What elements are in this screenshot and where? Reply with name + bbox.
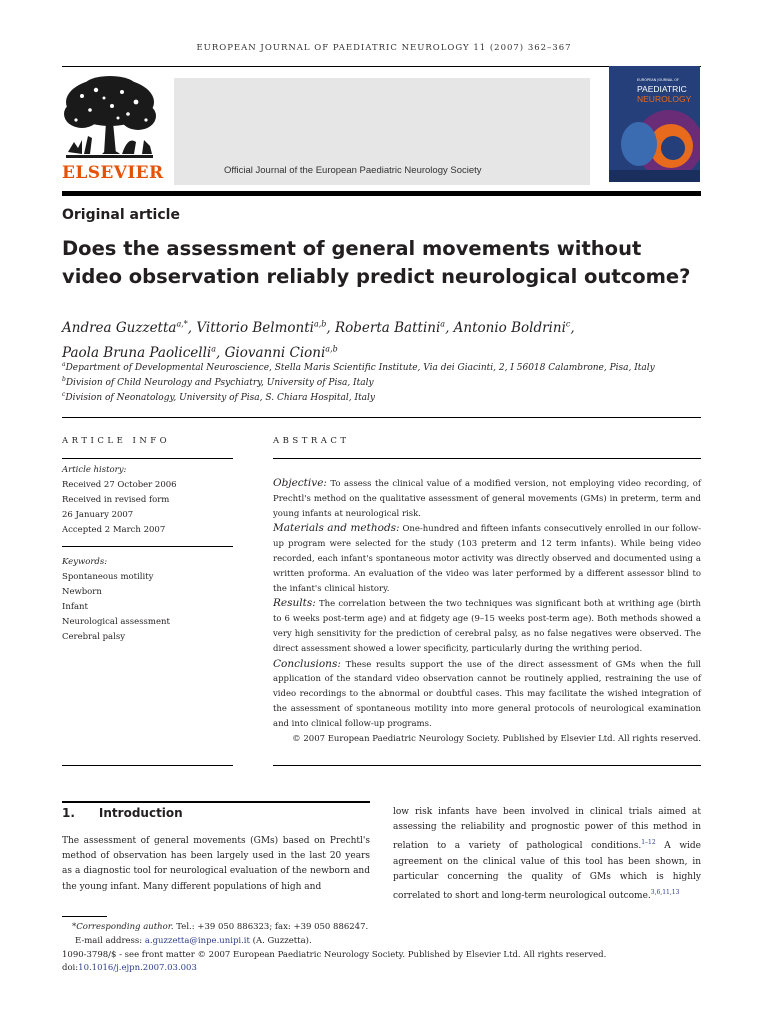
cover-line-1: EUROPEAN JOURNAL OF: [637, 78, 680, 82]
author: Giovanni Cioni$^{a,b}$: [224, 344, 338, 361]
corresponding-author-note: *Corresponding author. Tel.: +39 050 886323; fax: +39 050 886247.: [72, 922, 369, 932]
issn-line: 1090-3798/$ - see front matter © 2007 European Paediatric Neurology Society. Published by Elsevier Ltd. All rights reserved.: [62, 950, 607, 960]
article-info-heading: ARTICLE INFO: [62, 436, 171, 446]
author: Roberta Battini$^a$,: [335, 319, 454, 336]
cover-line-3: NEUROLOGY: [637, 94, 692, 104]
author: Vittorio Belmonti$^{a,b}$,: [196, 319, 335, 336]
intro-heading: [62, 806, 183, 820]
article-type: Original article: [62, 207, 180, 223]
journal-reference: EUROPEAN JOURNAL OF PAEDIATRIC NEUROLOGY 11 (2007) 362–367: [196, 43, 572, 53]
copyright: © 2007 European Paediatric Neurology Society. Published by Elsevier Ltd. All rights reserved.: [292, 733, 701, 744]
author: Paola Bruna Paolicelli$^a$,: [62, 344, 225, 361]
abstract-heading: ABSTRACT: [273, 436, 350, 446]
objective-text: To assess the clinical value of a modified version, not employing video recording, of Prechtl's method on the qualitative assessment of general movements (GMs) in preterm, term and young infants at neurological risk.: [273, 479, 701, 519]
results-text: The correlation between the two techniques was significant both at writhing age (birth to 6 weeks post-term age) and at fidgety age (9–15 weeks post-term age). Both methods showed a very high sensitivity for the prediction of cerebral palsy, as no false negatives were observed. The direct assessment showed a lower specificity, particularly during the writhing period.: [273, 599, 701, 654]
keyword: Infant: [62, 602, 88, 612]
history-item: Received 27 October 2006: [62, 480, 177, 490]
intro-right-column: low risk infants have been involved in clinical trials aimed at assessing the reliability and prognostic power of this method in relation to a variety of pathological conditions.$^{1-12}$ A wide agreement on the clinical value of this tool has been shown, in particular concerning the quality of GMs which is highly correlated to short and long-term neurological outcome.$^{3,6,11,13}$: [393, 807, 702, 902]
keywords-rule: [62, 546, 233, 547]
article-info-bottom-rule: [62, 765, 233, 766]
conclusions-text: These results support the use of the direct assessment of GMs when the full application of the standard video observation cannot be routinely applied, restraining the use of video recordings to the abnormal or doubtful cases. This may facilitate the wished integration of the assessment of spontaneous motility into more general protocols of neurological examination and into clinical follow-up programs.: [273, 659, 702, 729]
elsevier-wordmark: ELSEVIER: [62, 163, 164, 183]
history-item: Accepted 2 March 2007: [62, 525, 166, 535]
citation-link[interactable]: 1–12: [641, 839, 656, 847]
intro-title: Introduction: [98, 806, 183, 820]
keyword: Cerebral palsy: [62, 632, 126, 642]
intro-number: 1.: [62, 806, 75, 820]
abstract-body: [273, 476, 701, 746]
email-link[interactable]: a.guzzetta@inpe.unipi.it: [144, 936, 250, 946]
abstract-bottom-rule: [273, 765, 701, 766]
affiliation: $^a$Department of Developmental Neuroscience, Stella Maris Scientific Institute, Via dei Giacinti, 2, I 56018 Calambrone, Pisa, Italy: [62, 361, 655, 373]
header-bottom-rule: [62, 191, 701, 196]
affiliation: $^b$Division of Child Neurology and Psychiatry, University of Pisa, Italy: [62, 376, 374, 388]
objective-label: Objective:: [273, 477, 327, 489]
citation-link[interactable]: 3,6,11,13: [650, 889, 680, 897]
intro-left-column: The assessment of general movements (GMs) based on Prechtl's method of observation has been largely used in the last 20 years as a diagnostic tool for neurological evaluation of the newborn and the young infant. Many different populations of high and: [62, 836, 370, 892]
intro-rule: [62, 801, 370, 803]
keyword: Newborn: [62, 587, 102, 597]
keywords-label: Keywords:: [62, 557, 108, 567]
article-info-rule: [62, 458, 233, 459]
email-note: E-mail address: a.guzzetta@inpe.unipi.it (A. Guzzetta).: [75, 936, 312, 946]
doi-link[interactable]: 10.1016/j.ejpn.2007.03.003: [78, 963, 197, 973]
history-item: Received in revised form: [62, 495, 170, 505]
elsevier-tree-logo: [62, 76, 157, 162]
results-label: Results:: [273, 597, 316, 610]
author: Antonio Boldrini$^c$,: [453, 319, 575, 336]
affiliation: $^c$Division of Neonatology, University of Pisa, S. Chiara Hospital, Italy: [62, 391, 376, 403]
header-top-rule: [62, 66, 701, 67]
author: Andrea Guzzetta$^{a,*}$,: [62, 319, 197, 336]
journal-cover: [609, 66, 700, 182]
doi-line: doi:10.1016/j.ejpn.2007.03.003: [62, 963, 197, 973]
conclusions-label: Conclusions:: [273, 657, 341, 670]
methods-label: Materials and methods:: [273, 522, 400, 535]
keyword: Neurological assessment: [62, 617, 170, 627]
keyword: Spontaneous motility: [62, 572, 154, 582]
affiliation-rule: [62, 417, 701, 418]
article-title: Does the assessment of general movements without video observation reliably predict neurological outcome?: [62, 237, 691, 288]
methods-text: One-hundred and fifteen infants consecutively enrolled in our follow-up program were selected for the study (103 preterm and 12 term infants). While being video recorded, each infant's spontaneous motor activity was directly observed and documented using a written proforma. An evaluation of the video was later performed by a different assessor blind to the infant's clinical history.: [273, 524, 701, 594]
footnote-rule: [62, 916, 107, 917]
history-item: 26 January 2007: [62, 510, 134, 520]
banner-text: Official Journal of the European Paediatric Neurology Society: [224, 165, 482, 176]
author-list: [62, 313, 702, 364]
abstract-top-rule: [273, 458, 701, 459]
cover-line-2: PAEDIATRIC: [637, 84, 687, 94]
history-label: Article history:: [62, 465, 127, 475]
